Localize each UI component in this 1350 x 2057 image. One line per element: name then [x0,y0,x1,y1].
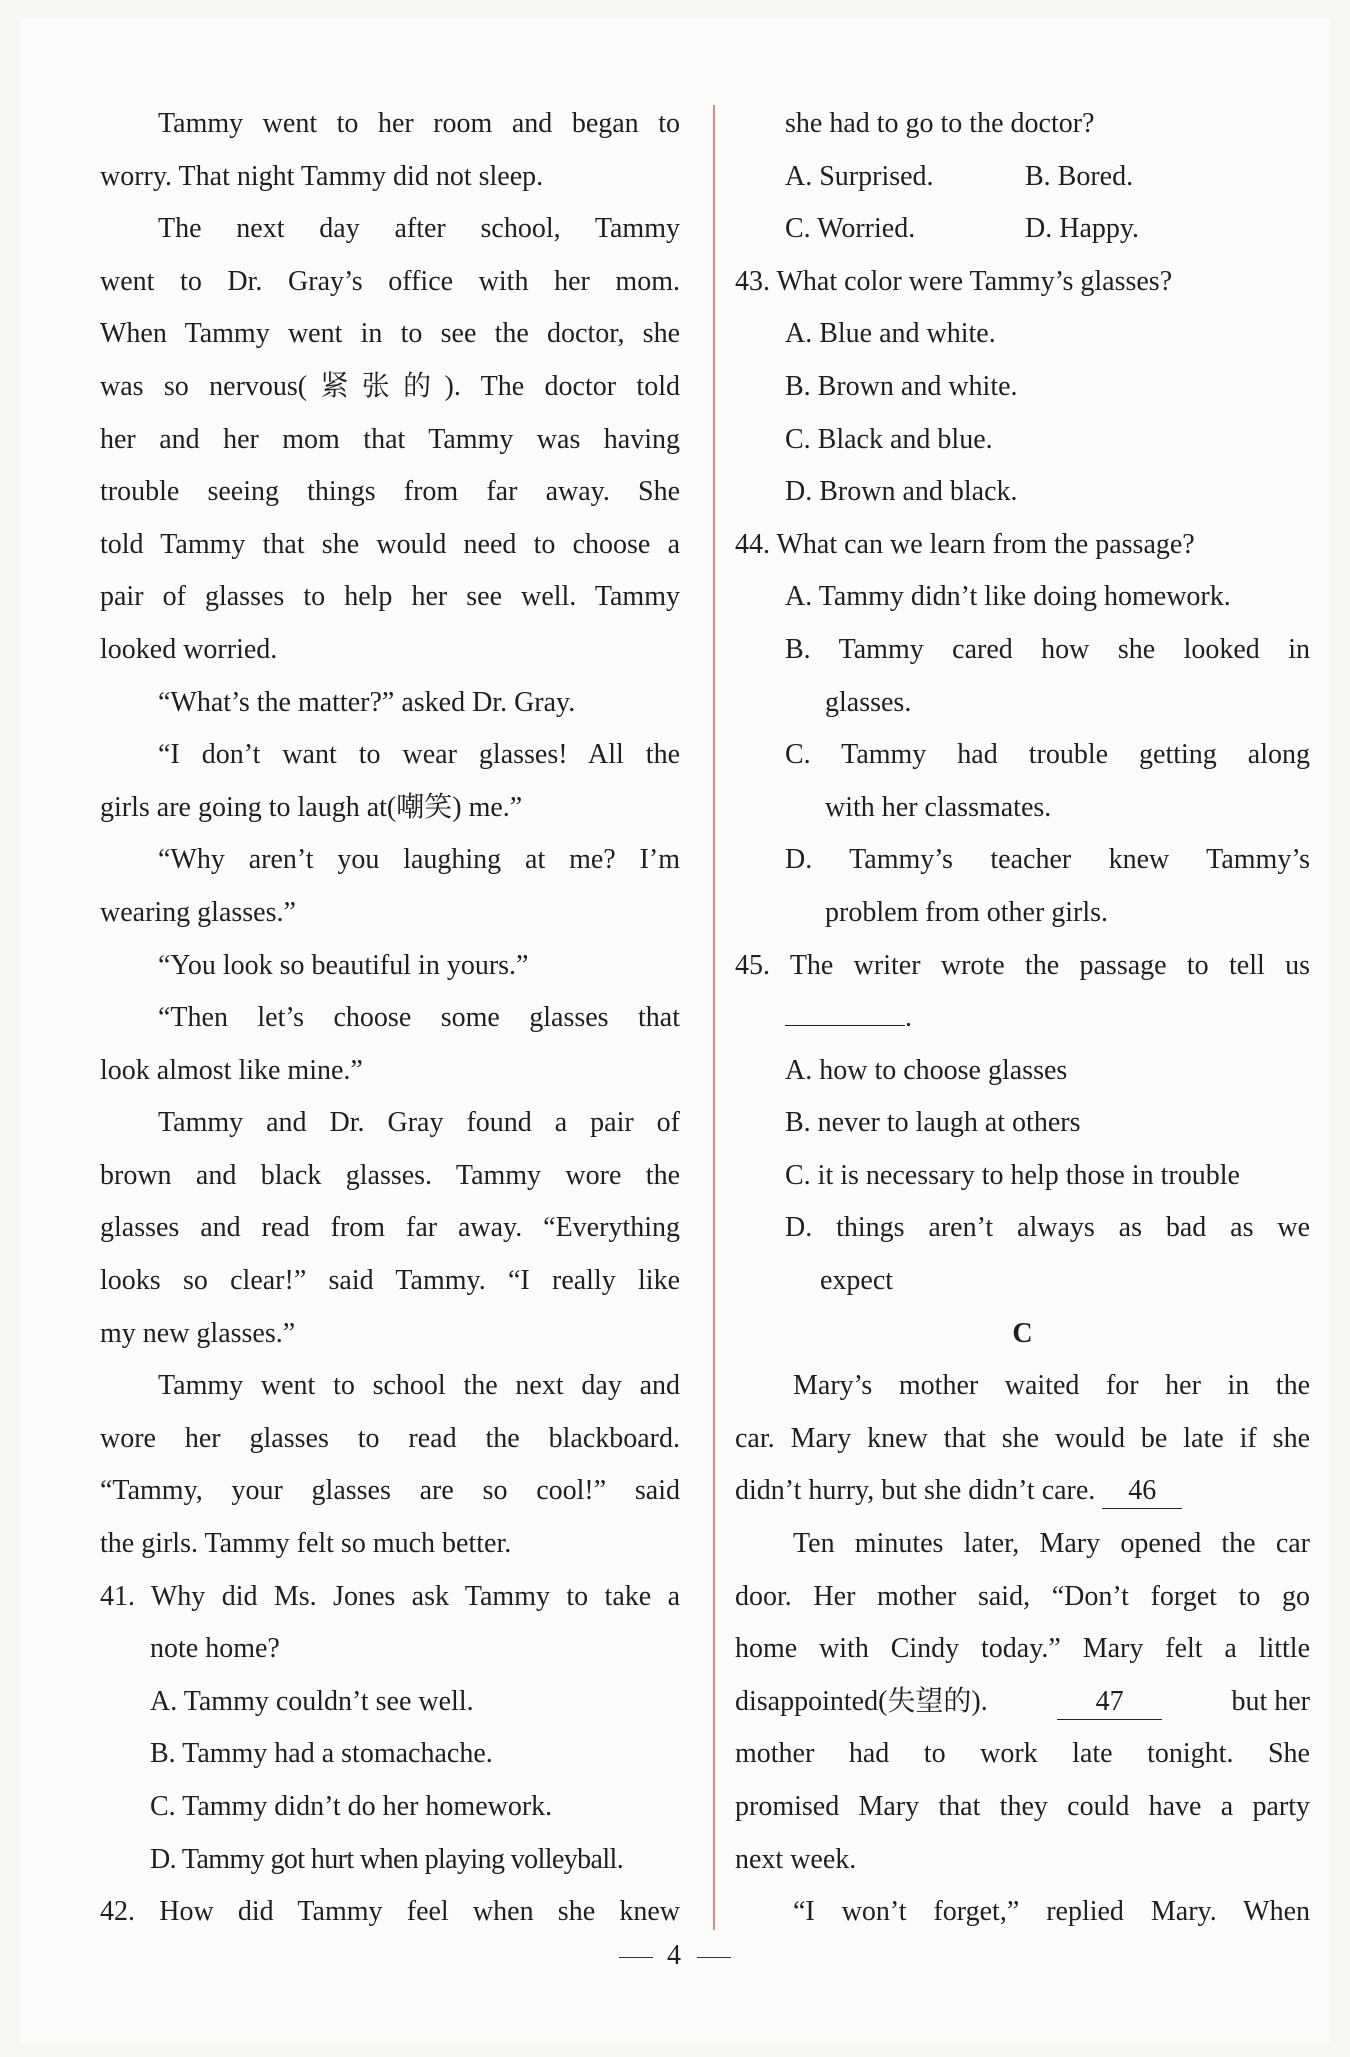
text-line: look almost like mine.” [100,1054,363,1086]
question-42: 42. How did Tammy feel when she knew [100,1896,680,1928]
option-42-c: C. Worried. [785,213,916,245]
text-line: “Why aren’t you laughing at me? I’m [158,844,680,876]
text-line: Tammy went to school the next day and [158,1370,680,1402]
text-line: wearing glasses.” [100,896,296,928]
text-line: mother had to work late tonight. She [735,1738,1310,1770]
question-45: 45. The writer wrote the passage to tell us [735,949,1310,981]
text-line: “What’s the matter?” asked Dr. Gray. [158,686,576,718]
text-line: “I won’t forget,” replied Mary. When [793,1896,1310,1928]
text-line: glasses and read from far away. “Everything [100,1212,680,1244]
text-line: her and her mom that Tammy was having [100,423,680,455]
option-44-d-cont: problem from other girls. [825,896,1109,928]
text-line: door. Her mother said, “Don’t forget to go [735,1580,1310,1612]
text-line-with-blank [735,1465,1310,1518]
text-line: looks so clear!” said Tammy. “I really like [100,1265,680,1297]
option-44-b: B. Tammy cared how she looked in [785,633,1310,665]
option-45-d: D. things aren’t always as bad as we [785,1212,1310,1244]
question-45-blank-line [735,992,1310,1045]
question-41-cont: note home? [150,1633,280,1665]
question-43: 43. What color were Tammy’s glasses? [735,265,1173,297]
option-44-b-cont: glasses. [825,686,912,718]
column-divider [713,105,715,1930]
option-43-b: B. Brown and white. [785,370,1018,402]
text-line: “I don’t want to wear glasses! All the [158,739,680,771]
option-42-a: A. Surprised. [785,160,934,192]
text-line: Tammy went to her room and began to [158,108,680,139]
text-line: brown and black glasses. Tammy wore the [100,1159,680,1191]
text-line: the girls. Tammy felt so much better. [100,1528,512,1560]
option-43-d: D. Brown and black. [785,476,1018,508]
option-41-d: D. Tammy got hurt when playing volleyball. [150,1843,624,1875]
text-line: home with Cindy today.” Mary felt a little [735,1633,1310,1665]
page-number: 4 [667,1940,683,1971]
option-45-b: B. never to laugh at others [785,1107,1081,1139]
option-42-d: D. Happy. [1025,213,1140,245]
option-44-c-cont: with her classmates. [825,791,1052,823]
text-line: trouble seeing things from far away. She [100,476,680,508]
text-span: but her [1231,1685,1310,1717]
text-line: “Then let’s choose some glasses that [158,1002,680,1034]
option-43-a: A. Blue and white. [785,318,996,350]
option-43-c: C. Black and blue. [785,423,993,455]
blank-47: 47 [1057,1685,1162,1720]
footer-dash [619,1957,653,1959]
text-span: disappointed(失望的). [735,1685,988,1717]
option-41-a: A. Tammy couldn’t see well. [150,1685,474,1717]
section-heading: C [1012,1317,1033,1349]
question-44: 44. What can we learn from the passage? [735,528,1195,560]
footer-dash [697,1957,731,1959]
option-44-a: A. Tammy didn’t like doing homework. [785,581,1231,613]
text-line-with-blank [735,1676,1310,1729]
text-line: Mary’s mother waited for her in the [793,1370,1310,1402]
text-line: pair of glasses to help her see well. Tammy [100,581,680,613]
text-line: Tammy and Dr. Gray found a pair of [158,1107,680,1139]
text-line: The next day after school, Tammy [158,213,680,245]
text-span: didn’t hurry, but she didn’t care. [735,1475,1096,1507]
option-45-c: C. it is necessary to help those in trouble [785,1159,1240,1191]
blank-46: 46 [1102,1474,1182,1509]
text-line: was so nervous(紧张的). The doctor told [100,370,680,402]
text-line: my new glasses.” [100,1317,296,1349]
option-42-b: B. Bored. [1025,160,1134,192]
text-line: told Tammy that she would need to choose a [100,528,680,560]
options-42-cd [735,203,1310,256]
answer-blank [785,1025,905,1026]
page-footer [0,1940,1350,1972]
option-45-d-cont: expect [820,1265,894,1297]
text-line: car. Mary knew that she would be late if she [735,1422,1310,1454]
option-45-a: A. how to choose glasses [785,1054,1068,1086]
period: . [905,1002,912,1034]
text-line: “You look so beautiful in yours.” [158,949,529,981]
option-41-c: C. Tammy didn’t do her homework. [150,1791,553,1822]
text-line: went to Dr. Gray’s office with her mom. [100,265,680,297]
text-line: “Tammy, your glasses are so cool!” said [100,1475,680,1507]
text-line: promised Mary that they could have a party [735,1791,1310,1822]
question-42-cont: she had to go to the doctor? [785,108,1095,139]
text-line: next week. [735,1843,857,1875]
question-41: 41. Why did Ms. Jones ask Tammy to take a [100,1580,680,1612]
option-41-b: B. Tammy had a stomachache. [150,1738,493,1770]
right-column [735,98,1310,1939]
text-line: Ten minutes later, Mary opened the car [793,1528,1310,1560]
text-line: wore her glasses to read the blackboard. [100,1422,680,1454]
option-44-d: D. Tammy’s teacher knew Tammy’s [785,844,1310,876]
text-line: worry. That night Tammy did not sleep. [100,160,544,192]
text-line: looked worried. [100,633,278,665]
text-line: When Tammy went in to see the doctor, she [100,318,680,350]
text-line: girls are going to laugh at(嘲笑) me.” [100,791,523,823]
option-44-c: C. Tammy had trouble getting along [785,739,1310,771]
options-42-ab [735,151,1310,204]
left-column [100,98,680,1939]
